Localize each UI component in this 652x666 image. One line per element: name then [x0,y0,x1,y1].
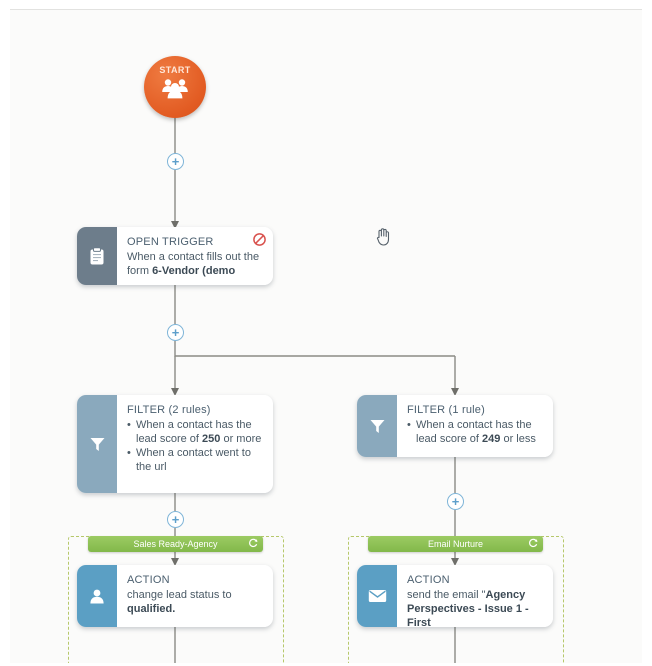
action-node-1[interactable] [77,565,273,627]
group-email-nurture[interactable] [368,536,543,552]
contacts-group-icon [160,76,190,105]
action-1-description [127,588,264,616]
grab-hand-cursor [375,227,392,251]
filter-2-title: FILTER (1 rule) [407,404,485,416]
add-step-after-trigger[interactable] [167,324,184,341]
trigger-text: When a contact fills out the form [127,251,260,277]
group-label: Sales Ready-Agency [133,539,218,549]
filter-node-2[interactable] [357,395,553,457]
filter-rule [407,418,544,446]
filter-rule [127,418,264,446]
refresh-icon[interactable] [528,538,538,551]
rule-value: 249 [482,433,501,445]
rule-prefix: When a contact has the lead score of [136,419,252,445]
plus-icon: + [171,512,180,527]
refresh-icon[interactable] [248,538,258,551]
plus-icon: + [171,325,180,340]
rule-suffix: or less [500,433,536,445]
start-node[interactable] [144,56,206,118]
top-divider [10,9,642,10]
action-node-2[interactable] [357,565,553,627]
group-sales-ready-agency[interactable] [88,536,263,552]
trigger-node[interactable] [77,227,273,285]
action-2-description [407,588,544,627]
start-node-label: START [159,65,191,75]
filter-1-rules [127,418,264,474]
left-margin [0,0,10,666]
filter-2-rules [407,418,544,446]
rule-value: 250 [202,433,221,445]
trigger-form-name: 6-Vendor (demo [152,265,236,277]
action-1-value: qualified. [127,603,176,615]
action-2-text: send the email " [407,589,486,601]
filter-1-title: FILTER (2 rules) [127,404,211,416]
plus-icon: + [171,154,180,169]
add-step-after-start[interactable] [167,153,184,170]
rule-prefix: When a contact went to the url [136,447,251,473]
top-margin [0,0,652,9]
filter-rule [127,446,264,474]
clipboard-icon [77,227,117,285]
contact-person-icon [77,565,117,627]
trigger-description [127,250,264,278]
trigger-title: OPEN TRIGGER [127,236,214,248]
action-1-title: ACTION [127,574,170,586]
funnel-icon [357,395,397,457]
add-step-after-filter-2[interactable] [447,493,464,510]
rule-prefix: When a contact has the lead score of [416,419,532,445]
filter-node-1[interactable] [77,395,273,493]
action-2-title: ACTION [407,574,450,586]
funnel-icon [77,395,117,493]
envelope-icon [357,565,397,627]
group-label: Email Nurture [427,539,483,549]
no-entry-icon[interactable] [253,233,266,246]
plus-icon: + [451,494,460,509]
action-2-email-name: Agency Perspectives - Issue 1 - First [407,589,529,627]
add-step-after-filter-1[interactable] [167,511,184,528]
right-margin [642,0,652,666]
action-1-text: change lead status to [127,589,232,601]
rule-suffix: or more [220,433,262,445]
